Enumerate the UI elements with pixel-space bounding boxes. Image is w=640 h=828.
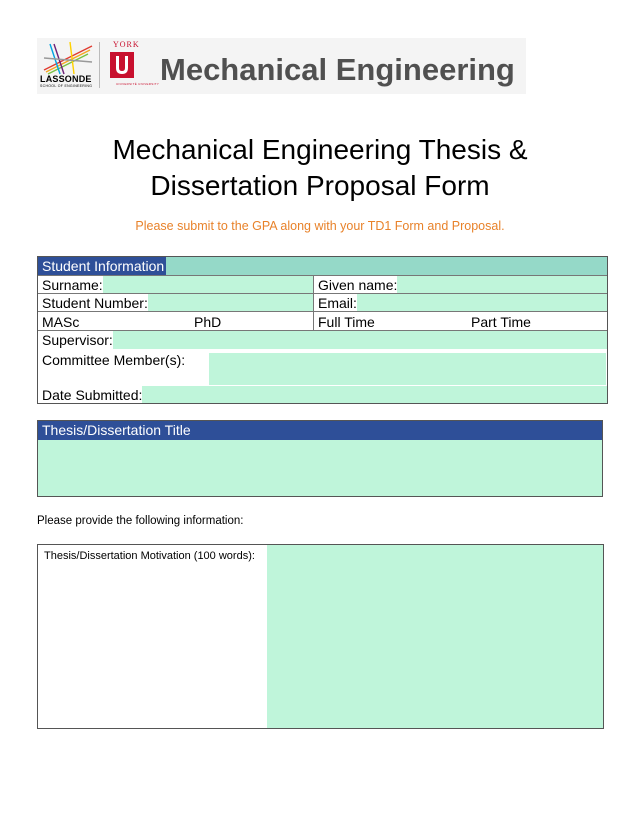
motivation-field[interactable] — [267, 545, 603, 728]
committee-members-field[interactable] — [209, 353, 606, 385]
row-divider — [38, 311, 607, 312]
part-time-option[interactable]: Part Time — [471, 314, 531, 330]
supervisor-field[interactable] — [38, 331, 607, 349]
form-title: Mechanical Engineering Thesis & Dissertation Proposal Form — [112, 134, 528, 201]
lassonde-logo-subtext: SCHOOL OF ENGINEERING — [40, 84, 93, 88]
student-info-table — [37, 256, 608, 404]
student-info-header: Student Information — [38, 257, 166, 275]
full-time-option[interactable]: Full Time — [314, 313, 375, 330]
surname-label: Surname: — [38, 276, 103, 293]
motivation-label: Thesis/Dissertation Motivation (100 words): — [44, 550, 255, 562]
email-field[interactable] — [314, 294, 607, 311]
student-number-label: Student Number: — [38, 294, 148, 311]
department-title: Mechanical Engineering — [160, 52, 515, 87]
supervisor-label: Supervisor: — [38, 331, 113, 349]
logo-divider — [99, 42, 100, 88]
date-submitted-label: Date Submitted: — [38, 386, 142, 403]
thesis-title-field[interactable] — [38, 440, 602, 496]
submit-instructions: Please submit to the GPA along with your TD1 Form and Proposal. — [135, 219, 505, 233]
given-name-label: Given name: — [314, 276, 397, 293]
provide-info-instructions: Please provide the following information: — [37, 515, 244, 527]
phd-option[interactable]: PhD — [194, 314, 222, 330]
lassonde-logo-text: LASSONDE — [40, 74, 92, 84]
motivation-section — [37, 544, 604, 729]
committee-members-label: Committee Member(s): — [38, 351, 185, 369]
york-logo-text: YORK — [113, 40, 140, 49]
thesis-title-section — [37, 420, 603, 497]
masc-option[interactable]: MASc — [38, 313, 79, 330]
york-logo-subtext: UNIVERSITÉ UNIVERSITY — [116, 82, 160, 86]
email-label: Email: — [314, 294, 357, 311]
york-u-logo-icon — [107, 50, 137, 80]
column-divider — [313, 275, 314, 331]
thesis-title-header: Thesis/Dissertation Title — [38, 421, 602, 440]
